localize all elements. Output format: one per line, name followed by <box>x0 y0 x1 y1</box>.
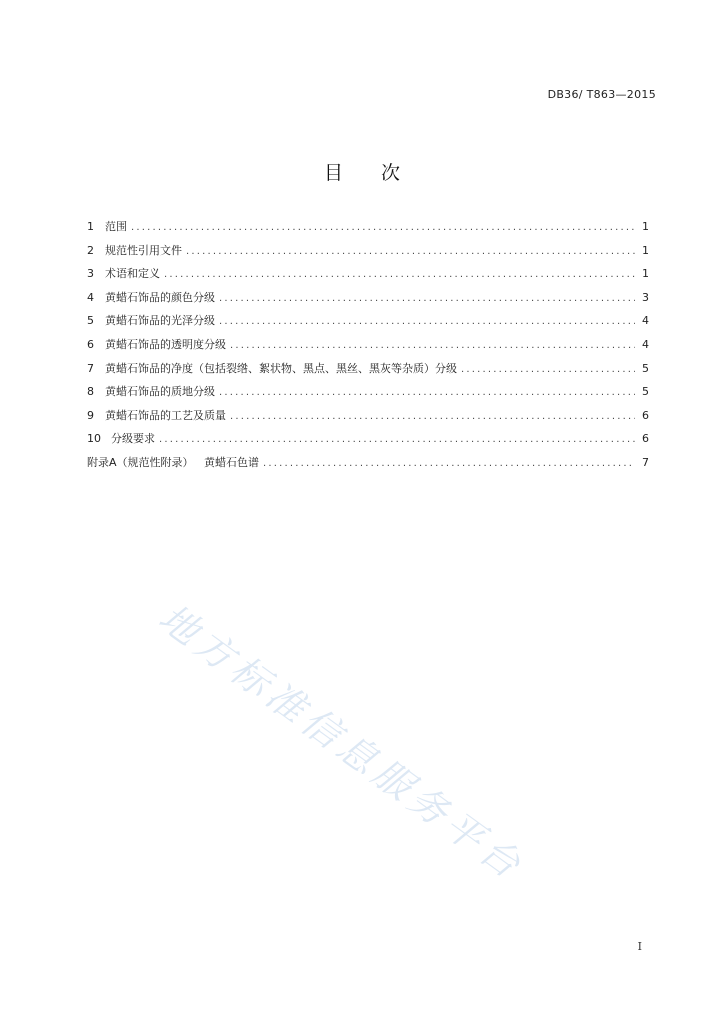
toc-leader-dots <box>159 432 635 448</box>
toc-entry-label: 分级要求 <box>111 432 155 446</box>
toc-entry-page: 5 <box>642 361 649 375</box>
toc-entry-craft-quality[interactable] <box>87 408 649 432</box>
toc-entry-number: 5 <box>87 314 94 328</box>
toc-entry-number: 8 <box>87 385 94 399</box>
toc-entry-number: 3 <box>87 267 94 281</box>
toc-entry-label: 黄蜡石饰品的颜色分级 <box>105 290 215 304</box>
toc-entry-label: 附录A（规范性附录） 黄蜡石色谱 <box>87 455 260 469</box>
toc-leader-dots <box>186 244 635 260</box>
toc-title: 目次 <box>323 162 438 184</box>
toc-entry-page: 6 <box>642 408 649 422</box>
toc-entry-label: 黄蜡石饰品的质地分级 <box>105 385 215 399</box>
toc-entry-page: 1 <box>642 267 649 281</box>
toc-leader-dots <box>219 291 635 307</box>
toc-entry-texture-grading[interactable] <box>87 384 649 408</box>
toc-entry-label: 范围 <box>105 220 127 233</box>
toc-entry-number: 7 <box>87 361 94 375</box>
toc-entry-label: 规范性引用文件 <box>105 243 182 257</box>
toc-leader-dots <box>164 267 635 283</box>
toc-entry-page: 5 <box>642 385 649 399</box>
toc-entry-page: 1 <box>642 243 649 257</box>
toc-entry-page: 7 <box>642 455 649 469</box>
toc-leader-dots <box>219 385 635 401</box>
toc-entry-label: 黄蜡石饰品的透明度分级 <box>105 337 226 351</box>
toc-entry-number: 10 <box>87 432 101 446</box>
standard-code: DB36/ T863—2015 <box>547 88 656 101</box>
toc-entry-luster-grading[interactable] <box>87 313 649 337</box>
toc-entry-terms-definitions[interactable] <box>87 266 649 290</box>
toc-entry-color-grading[interactable] <box>87 290 649 314</box>
toc-entry-page: 4 <box>642 337 649 351</box>
toc-list <box>87 219 649 479</box>
toc-leader-dots <box>131 220 635 236</box>
toc-leader-dots <box>263 456 635 472</box>
toc-entry-number: 9 <box>87 408 94 422</box>
toc-entry-number: 6 <box>87 337 94 351</box>
toc-entry-page: 3 <box>642 290 649 304</box>
page-number: I <box>637 940 642 953</box>
toc-entry-grading-requirements[interactable] <box>87 431 649 455</box>
toc-entry-label: 黄蜡石饰品的光泽分级 <box>105 314 215 328</box>
toc-entry-page: 4 <box>642 314 649 328</box>
toc-entry-number: 2 <box>87 243 94 257</box>
toc-leader-dots <box>461 362 635 378</box>
toc-entry-number: 4 <box>87 290 94 304</box>
toc-leader-dots <box>230 338 635 354</box>
toc-entry-scope[interactable] <box>87 219 649 243</box>
toc-entry-page: 1 <box>642 220 649 233</box>
toc-entry-normative-references[interactable] <box>87 243 649 267</box>
toc-entry-transparency-grading[interactable] <box>87 337 649 361</box>
toc-leader-dots <box>230 409 635 425</box>
watermark: 地方标准信息服务平台 <box>150 595 533 890</box>
toc-leader-dots <box>219 314 635 330</box>
toc-entry-label: 黄蜡石饰品的净度（包括裂绺、絮状物、黑点、黑丝、黑灰等杂质）分级 <box>105 361 457 375</box>
toc-entry-number: 1 <box>87 220 94 233</box>
toc-entry-label: 术语和定义 <box>105 267 160 281</box>
toc-entry-label: 黄蜡石饰品的工艺及质量 <box>105 408 226 422</box>
toc-entry-appendix-a[interactable] <box>87 455 649 479</box>
toc-entry-clarity-grading[interactable] <box>87 361 649 385</box>
toc-entry-page: 6 <box>642 432 649 446</box>
